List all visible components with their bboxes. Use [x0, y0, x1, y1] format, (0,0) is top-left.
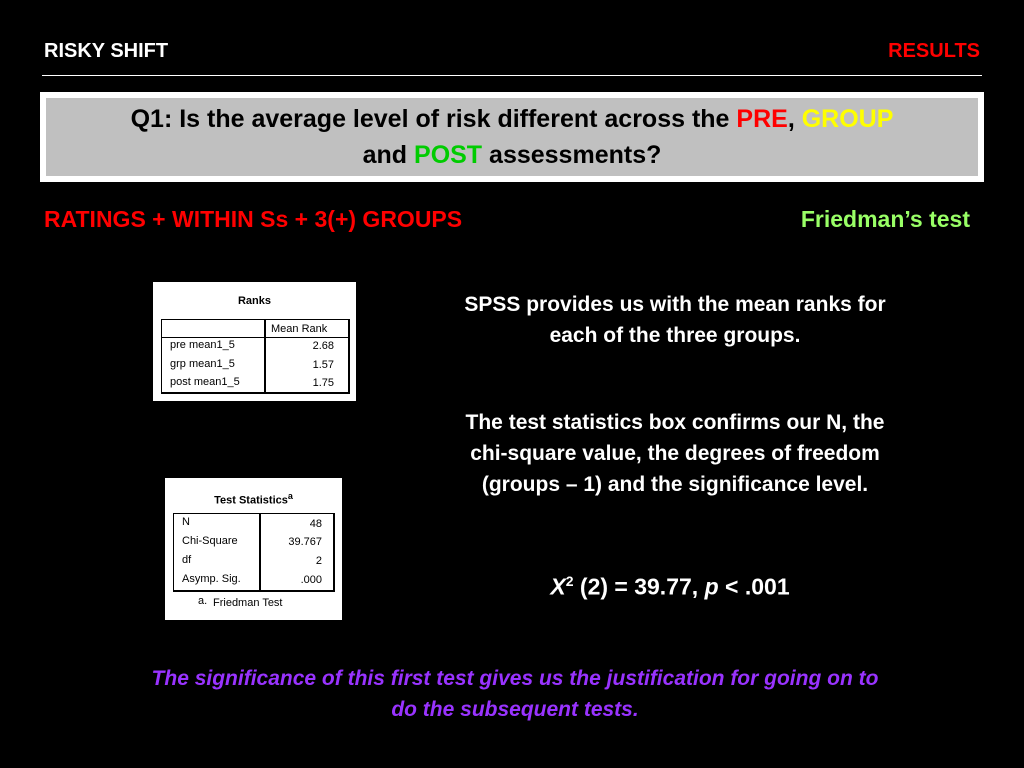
ts-footnote-marker: a. — [198, 595, 208, 607]
slide-title: RISKY SHIFT — [44, 40, 169, 62]
ts-row-label: df — [182, 554, 192, 566]
ts-row-value: 39.767 — [288, 536, 322, 548]
formula-p: p — [704, 573, 719, 600]
test-statistics-superscript: a — [287, 491, 293, 501]
ranks-column-header: Mean Rank — [271, 323, 328, 335]
ranks-table-bottom-border — [161, 392, 350, 394]
result-formula — [500, 573, 840, 601]
ts-row-label: Chi-Square — [182, 535, 238, 547]
ts-table-left-border — [173, 513, 174, 590]
formula-exponent: 2 — [565, 573, 574, 589]
ranks-table — [153, 282, 356, 401]
ts-row-value: .000 — [300, 574, 322, 586]
ts-table-bottom-border — [173, 590, 335, 592]
ranks-table-right-border — [348, 319, 350, 393]
ts-row-label: Asymp. Sig. — [182, 573, 241, 585]
formula-tail: < .001 — [718, 573, 790, 600]
question-part1: Q1: Is the average level of risk different across the — [130, 105, 737, 133]
question-comma: , — [787, 105, 795, 133]
question-group: GROUP — [801, 105, 894, 133]
ranks-row-value: 1.57 — [312, 359, 334, 371]
question-pre: PRE — [736, 105, 788, 133]
ranks-table-left-border — [161, 319, 162, 392]
design-subtitle: RATINGS + WITHIN Ss + 3(+) GROUPS — [44, 206, 463, 232]
section-label: RESULTS — [888, 40, 980, 62]
ranks-table-header-rule — [161, 337, 349, 338]
header-divider — [42, 75, 982, 76]
ts-table-column-divider — [259, 513, 261, 591]
conclusion-text: The significance of this first test gives us the justification for going on to do the subsequent tests. — [151, 667, 879, 721]
formula-symbol: X — [550, 573, 566, 600]
question-text — [46, 98, 978, 176]
ranks-row-label: pre mean1_5 — [170, 339, 235, 351]
ranks-table-title: Ranks — [237, 295, 272, 307]
ranks-table-top-border — [161, 319, 349, 320]
ts-row-label: N — [182, 516, 190, 528]
test-statistics-table — [165, 478, 342, 620]
paragraph-test-statistics: The test statistics box confirms our N, the chi-square value, the degrees of freedom (groups – 1) and the significance level. — [465, 411, 885, 496]
ranks-row-value: 2.68 — [312, 340, 334, 352]
ts-table-top-border — [173, 513, 335, 514]
question-box — [40, 92, 984, 182]
ranks-row-label: post mean1_5 — [170, 376, 240, 388]
test-name-subtitle: Friedman’s test — [800, 206, 970, 232]
ts-row-value: 48 — [309, 518, 322, 530]
ts-footnote-text: Friedman Test — [213, 597, 283, 609]
question-post: POST — [414, 141, 483, 169]
test-statistics-title — [165, 491, 342, 507]
ts-table-right-border — [333, 513, 335, 591]
ts-row-value: 2 — [315, 555, 322, 567]
question-part2: and — [362, 141, 415, 169]
formula-rest: (2) = 39.77, — [573, 573, 705, 600]
ranks-row-value: 1.75 — [312, 377, 334, 389]
question-part3: assessments? — [482, 141, 662, 169]
test-statistics-title-text: Test Statistics — [214, 494, 288, 507]
ranks-row-label: grp mean1_5 — [170, 358, 235, 370]
paragraph-mean-ranks: SPSS provides us with the mean ranks for each of the three groups. — [464, 293, 886, 347]
ranks-table-column-divider — [264, 319, 266, 393]
